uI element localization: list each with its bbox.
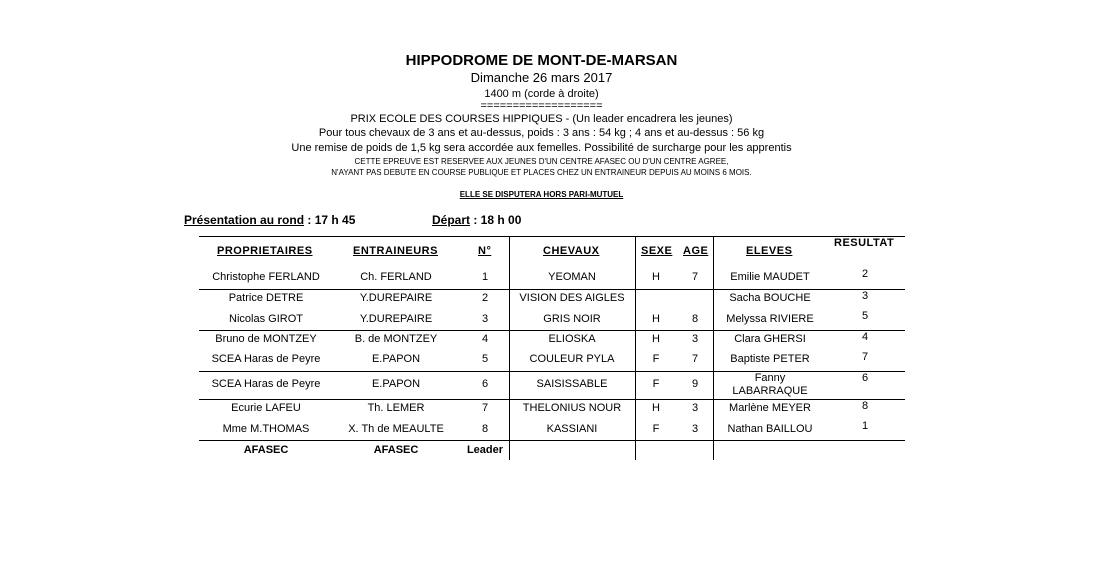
- cell-eleve-line1: Fanny: [754, 372, 786, 384]
- cell-age: 9: [691, 378, 699, 390]
- cell-entraineur: Ch. FERLAND: [360, 271, 432, 283]
- cell-eleve: Marlène MEYER: [729, 402, 811, 414]
- race-date: Dimanche 26 mars 2017: [470, 70, 613, 85]
- cell-proprietaire: Patrice DETRE: [228, 292, 304, 304]
- cell-numero: 2: [481, 292, 489, 304]
- cell-numero: 7: [481, 402, 489, 414]
- cell-eleve: Melyssa RIVIERE: [726, 313, 814, 325]
- cell-entraineur: B. de MONTZEY: [354, 333, 438, 345]
- cell-numero: 8: [481, 423, 489, 435]
- depart-label: Départ: [432, 213, 471, 227]
- cell-entraineur: Th. LEMER: [367, 402, 425, 414]
- cell-cheval: YEOMAN: [548, 271, 596, 283]
- cell-numero: 5: [481, 353, 489, 365]
- race-distance: 1400 m (corde à droite): [484, 88, 599, 100]
- cell-proprietaire: SCEA Haras de Peyre: [211, 378, 321, 390]
- separator-line: ===================: [480, 100, 603, 112]
- cell-entraineur: Y.DUREPAIRE: [359, 292, 433, 304]
- table-top-border: [199, 236, 905, 237]
- cell-proprietaire: Nicolas GIROT: [229, 313, 303, 325]
- cell-eleve: Clara GHERSI: [734, 333, 806, 345]
- cell-proprietaire: SCEA Haras de Peyre: [211, 353, 321, 365]
- cell-resultat: 7: [861, 351, 869, 363]
- row-divider: [199, 330, 905, 331]
- hors-pari-mutuel: ELLE SE DISPUTERA HORS PARI-MUTUEL: [459, 190, 624, 199]
- cell-age: 8: [691, 313, 699, 325]
- reserve-note-1: CETTE EPREUVE EST RESERVEE AUX JEUNES D'UN CENTRE AFASEC OU D'UN CENTRE AGREE,: [354, 157, 729, 166]
- cell-resultat: 1: [861, 420, 869, 432]
- cell-resultat: 3: [861, 290, 869, 302]
- cell-sexe: F: [652, 423, 660, 435]
- cell-eleve: Baptiste PETER: [730, 353, 810, 365]
- cell-age: 3: [691, 333, 699, 345]
- depart-time: [432, 213, 521, 227]
- row-divider: [199, 289, 905, 290]
- cell-eleve: Nathan BAILLOU: [727, 423, 813, 435]
- cell-sexe: F: [652, 378, 660, 390]
- cell-cheval: KASSIANI: [546, 423, 598, 435]
- cell-entraineur: E.PAPON: [371, 378, 421, 390]
- cell-proprietaire: Mme M.THOMAS: [222, 423, 310, 435]
- cell-cheval: GRIS NOIR: [543, 313, 601, 325]
- header-proprietaires: PROPRIETAIRES: [217, 245, 313, 257]
- cell-age: 3: [691, 402, 699, 414]
- condition-remise: Une remise de poids de 1,5 kg sera accordée aux femelles. Possibilité de surcharge pour les apprentis: [291, 142, 792, 154]
- cell-proprietaire: Christophe FERLAND: [212, 271, 320, 283]
- header-numero: N°: [478, 245, 492, 257]
- column-divider: [509, 236, 510, 460]
- condition-weights: Pour tous chevaux de 3 ans et au-dessus, poids : 3 ans : 54 kg ; 4 ans et au-dessus : 56 kg: [318, 127, 765, 139]
- presentation-label: Présentation au rond: [184, 213, 305, 227]
- header-sexe: SEXE: [641, 245, 673, 257]
- cell-eleve: Sacha BOUCHE: [729, 292, 811, 304]
- leader-entraineur: AFASEC: [373, 444, 419, 456]
- prix-name: PRIX ECOLE DES COURSES HIPPIQUES - (Un leader encadrera les jeunes): [350, 113, 733, 125]
- leader-proprietaire: AFASEC: [243, 444, 289, 456]
- cell-proprietaire: Ecurie LAFEU: [231, 402, 301, 414]
- depart-value: : 18 h 00: [470, 213, 522, 227]
- cell-age: 3: [691, 423, 699, 435]
- cell-entraineur: Y.DUREPAIRE: [359, 313, 433, 325]
- cell-numero: 4: [481, 333, 489, 345]
- cell-resultat: 5: [861, 310, 869, 322]
- presentation-value: : 17 h 45: [304, 213, 356, 227]
- cell-age: 7: [691, 271, 699, 283]
- header-chevaux: CHEVAUX: [543, 245, 600, 257]
- cell-proprietaire: Bruno de MONTZEY: [215, 333, 317, 345]
- cell-eleve: Emilie MAUDET: [730, 271, 810, 283]
- presentation-time: [184, 213, 355, 227]
- cell-sexe: H: [652, 402, 660, 414]
- cell-cheval: COULEUR PYLA: [529, 353, 615, 365]
- cell-sexe: H: [652, 333, 660, 345]
- row-divider: [199, 399, 905, 400]
- cell-cheval: THELONIUS NOUR: [522, 402, 622, 414]
- cell-cheval: ELIOSKA: [548, 333, 596, 345]
- cell-numero: 3: [481, 313, 489, 325]
- column-divider: [713, 236, 714, 460]
- header-age: AGE: [683, 245, 709, 257]
- cell-resultat: 8: [861, 400, 869, 412]
- cell-resultat: 2: [861, 268, 869, 280]
- cell-resultat: 6: [861, 372, 869, 384]
- cell-cheval: VISION DES AIGLES: [519, 292, 625, 304]
- reserve-note-2: N'AYANT PAS DEBUTE EN COURSE PUBLIQUE ET PLACES CHEZ UN ENTRAINEUR DEPUIS AU MOINS 6 MOIS.: [331, 168, 752, 177]
- header-resultat: RESULTAT: [834, 237, 895, 249]
- cell-eleve: [725, 372, 815, 398]
- cell-sexe: H: [652, 271, 660, 283]
- cell-numero: 1: [481, 271, 489, 283]
- cell-numero: 6: [481, 378, 489, 390]
- cell-age: 7: [691, 353, 699, 365]
- page-title: HIPPODROME DE MONT-DE-MARSAN: [405, 52, 678, 69]
- cell-sexe: H: [652, 313, 660, 325]
- leader-numero: Leader: [466, 444, 504, 456]
- cell-resultat: 4: [861, 331, 869, 343]
- row-divider: [199, 440, 905, 441]
- header-entraineurs: ENTRAINEURS: [353, 245, 438, 257]
- cell-sexe: F: [652, 353, 660, 365]
- cell-entraineur: X. Th de MEAULTE: [348, 423, 444, 435]
- cell-eleve-line2: LABARRAQUE: [732, 385, 808, 397]
- column-divider: [635, 236, 636, 460]
- header-eleves: ELEVES: [746, 245, 793, 257]
- cell-cheval: SAISISSABLE: [536, 378, 608, 390]
- cell-entraineur: E.PAPON: [371, 353, 421, 365]
